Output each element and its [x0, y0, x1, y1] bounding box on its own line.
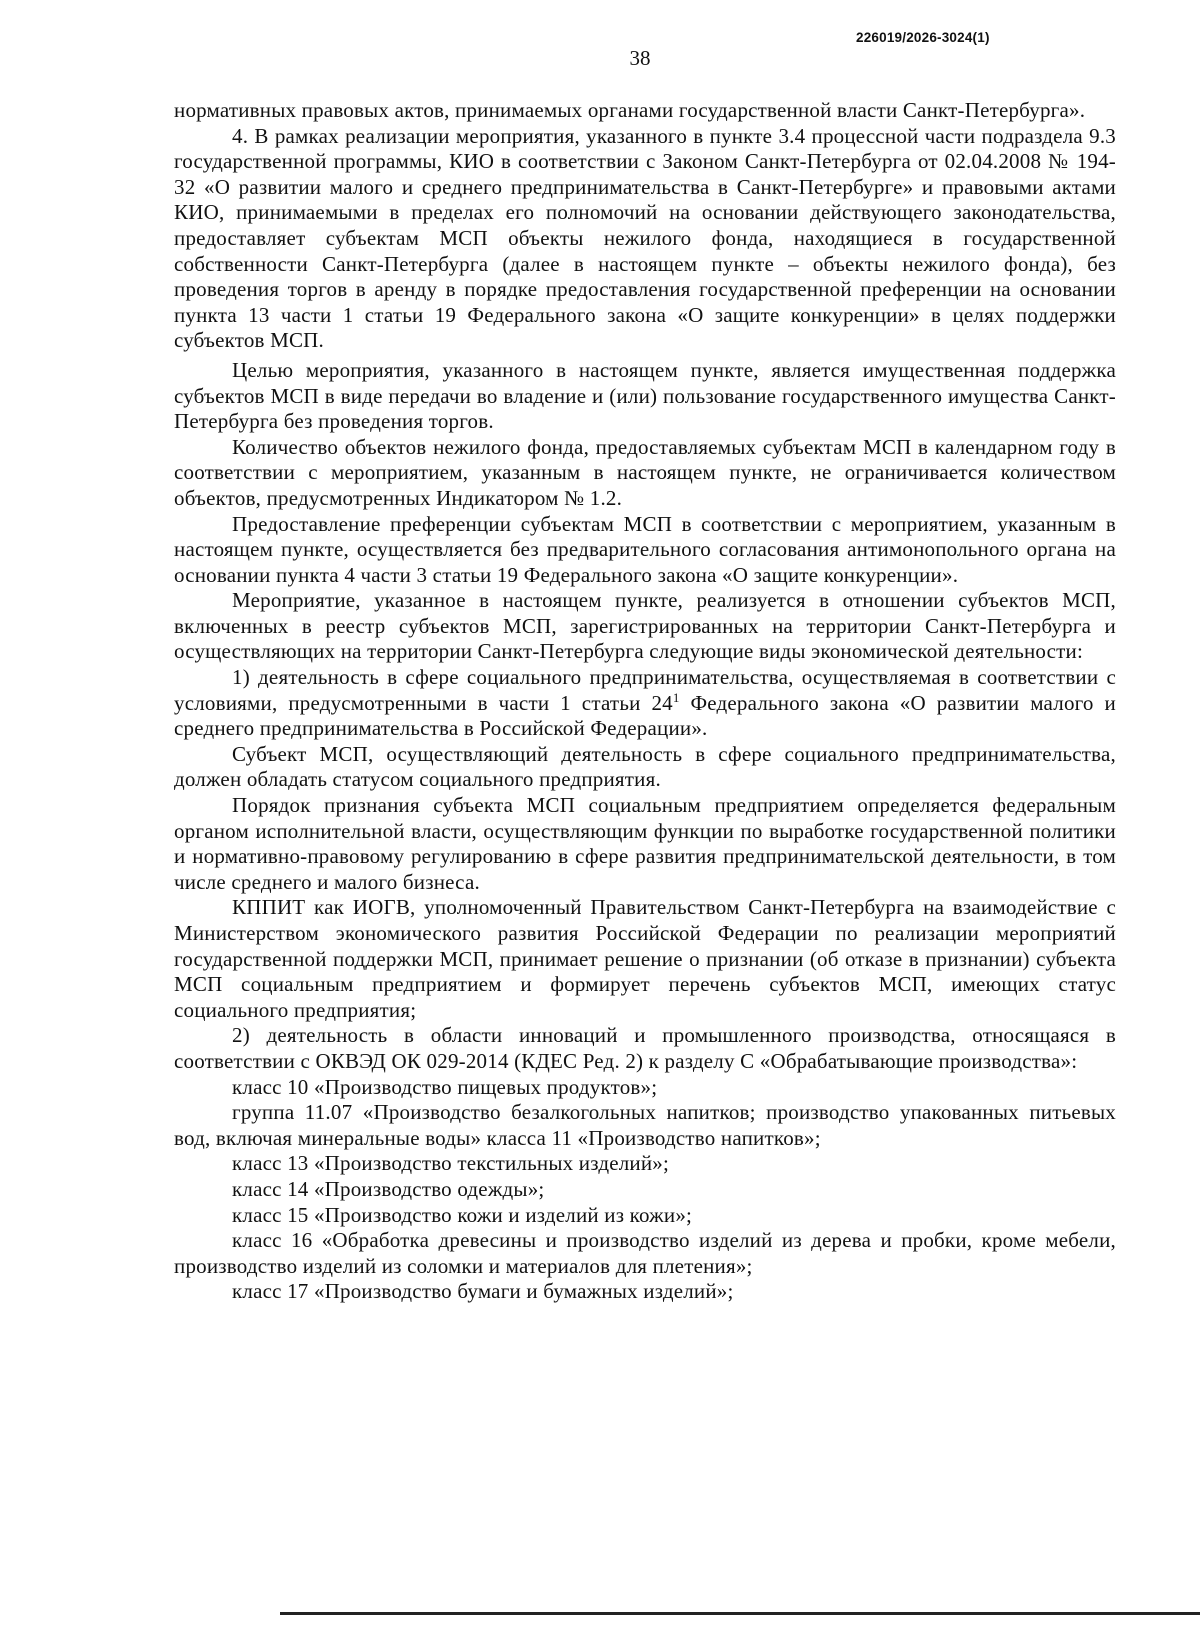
list-item-class-15: класс 15 «Производство кожи и изделий из кожи»; [232, 1202, 693, 1227]
paragraph-kppit: КППИТ как ИОГВ, уполномоченный Правительством Санкт-Петербурга на взаимодействие с Министерством экономического развития Российской Федерации по реализации мероприятий государственной поддержки МСП, принимает решение о признании (об отказе в признании) субъекта МСП социальным предприятием и формирует перечень субъектов МСП, имеющих статус социального предприятия; [174, 895, 1116, 1022]
paragraph-social-status: Субъект МСП, осуществляющий деятельность в сфере социального предпринимательства, должен обладать статусом социального предприятия. [174, 741, 1116, 792]
scan-bottom-edge-line [280, 1612, 1200, 1615]
list-item-class-17: класс 17 «Производство бумаги и бумажных изделий»; [232, 1279, 734, 1304]
paragraph-goal: Целью мероприятия, указанного в настоящем пункте, является имущественная поддержка субъектов МСП в виде передачи во владение и (или) пользование государственного имущества Санкт-Петербурга без проведения торгов. [174, 357, 1116, 434]
paragraph-continuation: нормативных правовых актов, принимаемых органами государственной власти Санкт-Петербурга». [174, 98, 1086, 122]
social-entrepreneurship-text-end: Федерального закона «О развитии малого и среднего предпринимательства в Российской Федерации». [174, 690, 1116, 741]
document-registration-number: 226019/2026-3024(1) [856, 30, 990, 45]
paragraph-preference: Предоставление преференции субъектам МСП в соответствии с мероприятием, указанным в настоящем пункте, осуществляется без предварительного согласования антимонопольного органа на основании пункта 4 части 3 статьи 19 Федерального закона «О защите конкуренции». [174, 511, 1116, 587]
paragraph-activities-intro: Мероприятие, указанное в настоящем пункте, реализуется в отношении субъектов МСП, включенных в реестр субъектов МСП, зарегистрированных на территории Санкт-Петербурга и осуществляющих на территории Санкт-Петербурга следующие виды экономической деятельности: [174, 588, 1116, 664]
list-item-group-11-07: группа 11.07 «Производство безалкогольных напитков; производство упакованных питьевых вод, включая минеральные воды» класса 11 «Производство напитков»; [174, 1100, 1116, 1150]
social-entrepreneurship-text: 1) деятельность в сфере социального предпринимательства, осуществляемая в соответствии с условиями, предусмотренными в части 1 статьи 24 [174, 665, 1116, 715]
list-item-class-10: класс 10 «Производство пищевых продуктов»; [232, 1074, 658, 1099]
paragraph-quantity: Количество объектов нежилого фонда, предоставляемых субъектам МСП в календарном году в соответствии с мероприятием, указанным в настоящем пункте, не ограничивается количеством объектов, предусмотренных Индикатором № 1.2. [174, 434, 1116, 510]
paragraph-item-4: 4. В рамках реализации мероприятия, указанного в пункте 3.4 процессной части подраздела 9.3 государственной программы, КИО в соответствии с Законом Санкт-Петербурга от 02.04.2008 № 194-32 «О развитии малого и среднего предпринимательства в Санкт-Петербурге» и правовыми актами КИО, принимаемыми в пределах его полномочий на основании действующего законодательства, предоставляет субъектам МСП объекты нежилого фонда, находящиеся в государственной собственности Санкт-Петербурга (далее в настоящем пункте – объекты нежилого фонда), без проведения торгов в аренду в порядке предоставления государственной преференции на основании пункта 13 части 1 статьи 19 Федерального закона «О защите конкуренции» в целях поддержки субъектов МСП. [174, 123, 1116, 353]
document-body [174, 98, 1116, 1305]
paragraph-recognition-procedure: Порядок признания субъекта МСП социальным предприятием определяется федеральным органом исполнительной власти, осуществляющим функции по выработке государственной политики и нормативно-правовому регулированию в сфере развития предпринимательской деятельности, в том числе среднего и малого бизнеса. [174, 793, 1116, 894]
page-number: 38 [629, 46, 651, 70]
article-superscript: 1 [672, 689, 680, 705]
list-item-class-16: класс 16 «Обработка древесины и производство изделий из дерева и пробки, кроме мебели, производство изделий из соломки и материалов для плетения»; [174, 1228, 1116, 1278]
paragraph-social-entrepreneurship [174, 665, 1116, 742]
list-item-class-13: класс 13 «Производство текстильных изделий»; [232, 1151, 670, 1176]
paragraph-innovation: 2) деятельность в области инноваций и промышленного производства, относящаяся в соответствии с ОКВЭД ОК 029-2014 (КДЕС Ред. 2) к разделу С «Обрабатывающие производства»: [174, 1023, 1116, 1073]
list-item-class-14: класс 14 «Производство одежды»; [232, 1176, 545, 1201]
